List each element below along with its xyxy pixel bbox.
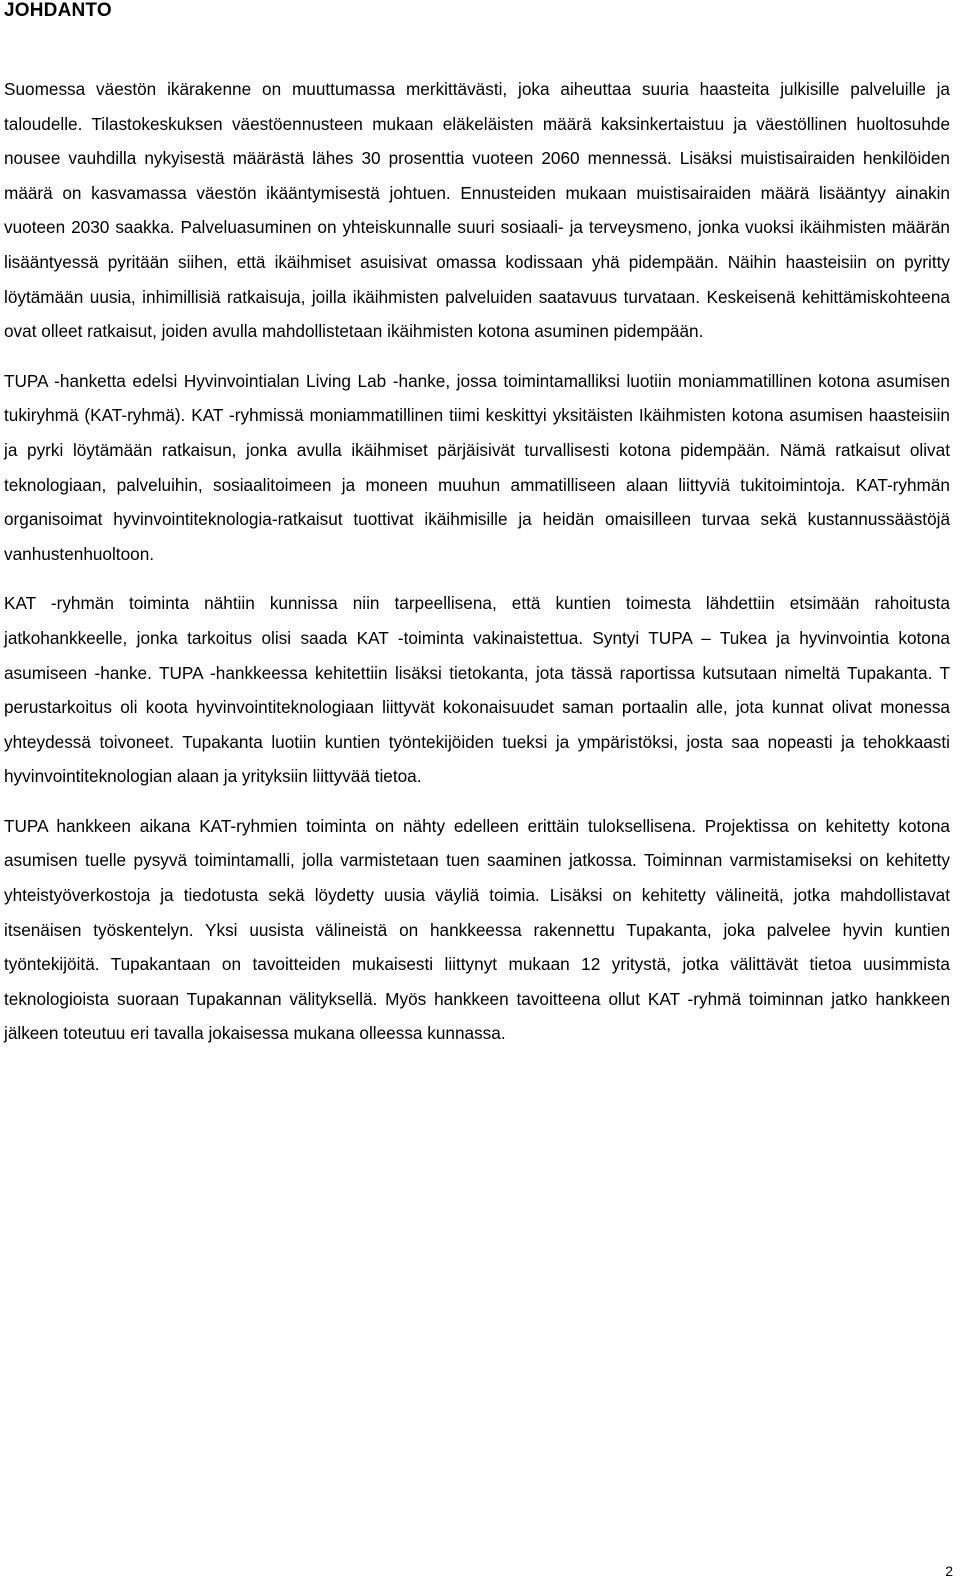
body-text <box>4 72 950 1066</box>
page-number: 2 <box>945 1563 953 1579</box>
paragraph-intro: Suomessa väestön ikärakenne on muuttumassa merkittävästi, joka aiheuttaa suuria haasteita julkisille palveluille ja taloudelle. Tilastokeskuksen väestöennusteen mukaan eläkeläisten määrä kaksinkertaistuu ja väestöllinen huoltosuhde nousee vauhdilla nykyisestä määrästä lähes 30 prosenttia vuoteen 2060 mennessä. Lisäksi muistisairaiden henkilöiden määrä on kasvamassa väestön ikääntymisestä johtuen. Ennusteiden mukaan muistisairaiden määrä lisääntyy ainakin vuoteen 2030 saakka. Palveluasuminen on yhteiskunnalle suuri sosiaali- ja terveysmeno, jonka vuoksi ikäihmisten määrän lisääntyessä pyritään siihen, että ikäihmiset asuisivat omassa kodissaan yhä pidempään. Näihin haasteisiin on pyritty löytämään uusia, inhimillisiä ratkaisuja, joilla ikäihmisten palveluiden saatavuus turvataan. Keskeisenä kehittämiskohteena ovat olleet ratkaisut, joiden avulla mahdollistetaan ikäihmisten kotona asuminen pidempään. <box>4 79 950 342</box>
paragraph-results: TUPA hankkeen aikana KAT-ryhmien toiminta on nähty edelleen erittäin tuloksellisena. Projektissa on kehitetty kotona asumisen tuelle pysyvä toimintamalli, jolla varmistetaan tuen saaminen jatkossa. Toiminnan varmistamiseksi on kehitetty yhteistyöverkostoja ja tiedotusta sekä löydetty uusia väyliä toimia. Lisäksi on kehitetty välineitä, jotka mahdollistavat itsenäisen työskentelyn. Yksi uusista välineistä on hankkeessa rakennettu Tupakanta, joka palvelee hyvin kuntien työntekijöitä. Tupakantaan on tavoitteiden mukaisesti liittynyt mukaan 12 yritystä, jotka välittävät tietoa uusimmista teknologioista suoraan Tupakannan välityksellä. Myös hankkeen tavoitteena ollut KAT -ryhmä toiminnan jatko hankkeen jälkeen toteutuu eri tavalla jokaisessa mukana olleessa kunnassa. <box>4 815 950 1044</box>
paragraph-kat-continuation: KAT -ryhmän toiminta nähtiin kunnissa niin tarpeellisena, että kuntien toimesta lähdettiin etsimään rahoitusta jatkohankkeelle, jonka tarkoitus olisi saada KAT -toiminta vakinaistettua. Syntyi TUPA – Tukea ja hyvinvointia kotona asumiseen -hanke. TUPA -hankkeessa kehitettiin lisäksi tietokanta, jota tässä raportissa kutsutaan nimeltä Tupakanta. T perustarkoitus oli koota hyvinvointiteknologiaan liittyvät kokonaisuudet saman portaalin alle, jota kunnat olivat monessa yhteydessä toivoneet. Tupakanta luotiin kuntien työntekijöiden tueksi ja ympäristöksi, josta saa nopeasti ja tehokkaasti hyvinvointiteknologian alaan ja yrityksiin liittyvää tietoa. <box>4 593 950 787</box>
section-heading: JOHDANTO <box>4 0 112 21</box>
paragraph-tupa-background: TUPA -hanketta edelsi Hyvinvointialan Living Lab -hanke, jossa toimintamalliksi luotiin moniammatillinen kotona asumisen tukiryhmä (KAT-ryhmä). KAT -ryhmissä moniammatillinen tiimi keskittyi yksitäisten Ikäihmisten kotona asumisen haasteisiin ja pyrki löytämään ratkaisun, jonka avulla ikäihmiset pärjäisivät turvallisesti kotona pidempään. Nämä ratkaisut olivat teknologiaan, palveluihin, sosiaalitoimeen ja moneen muuhun ammatilliseen alaan liittyviä tukitoimintoja. KAT-ryhmän organisoimat hyvinvointiteknologia-ratkaisut tuottivat ikäihmisille ja heidän omaisilleen turvaa sekä kustannussäästöjä vanhustenhuoltoon. <box>4 370 950 564</box>
